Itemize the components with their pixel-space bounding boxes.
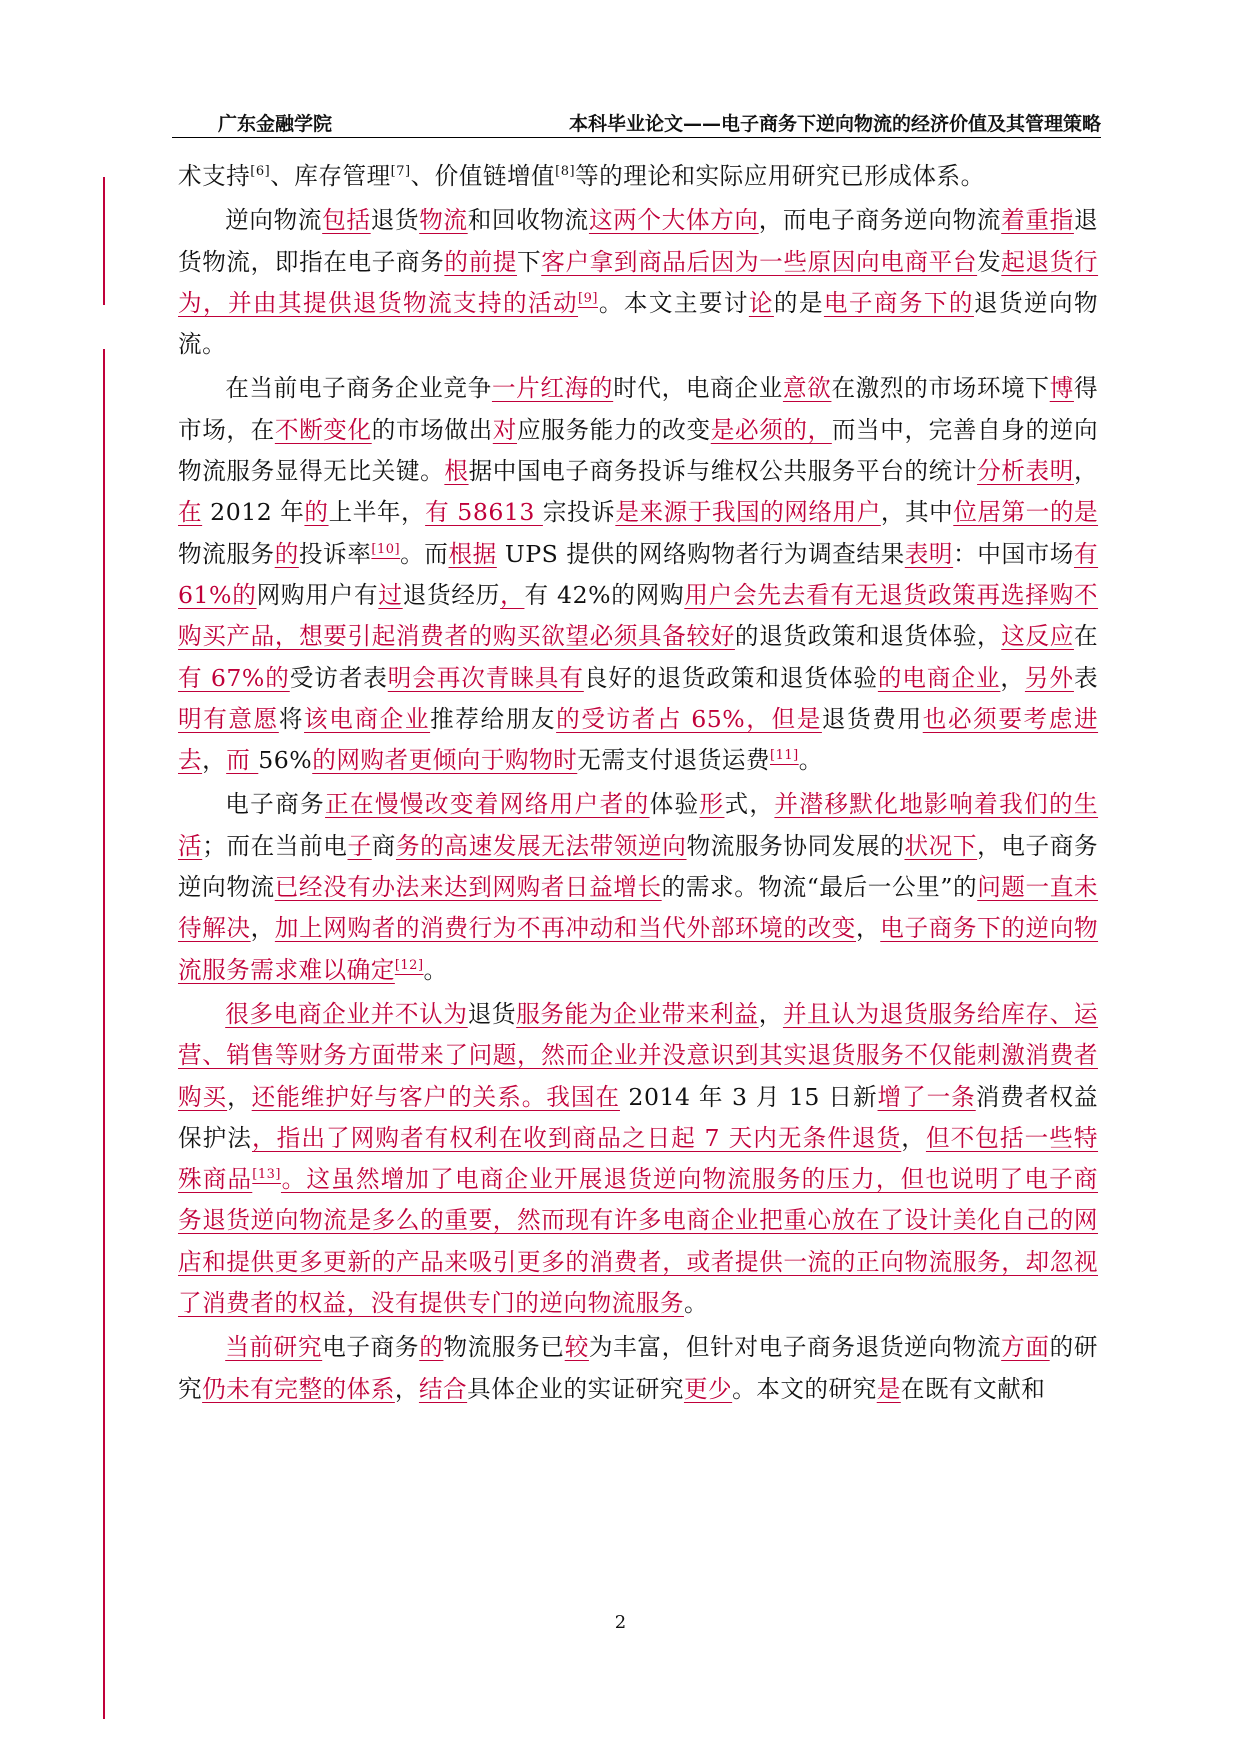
revised-text: 位居第一的是 <box>953 498 1099 527</box>
revised-text: 并且认为退货服务给库存、运营、销售等财务方面带来了问题，然而企业并没意识到其实退货服务不仅能刺激消费者购买 <box>178 999 1099 1111</box>
revised-text: 已经没有办法来达到网购者日益增长 <box>274 873 662 902</box>
text-run: 电子商务 <box>225 790 326 819</box>
paragraph <box>178 156 1098 197</box>
thesis-title: 本科毕业论文——电子商务下逆向物流的经济价值及其管理策略 <box>568 113 1101 135</box>
revised-text: 形 <box>699 790 725 819</box>
text-run: ， <box>202 746 227 775</box>
revised-text: 着重指 <box>1001 206 1074 235</box>
text-run: 在既有文献和 <box>900 1374 1046 1403</box>
text-run: 、库存管理 <box>270 162 391 190</box>
text-run: 具体企业的实证研究 <box>467 1374 684 1403</box>
text-run: 受访者表 <box>289 663 388 692</box>
citation: [13] <box>252 1167 281 1183</box>
revised-text: 正在慢慢改变着网络用户者的 <box>325 790 650 819</box>
citation: [12] <box>394 957 424 973</box>
revised-text: 表明 <box>904 539 954 568</box>
text-run: 退货逆向物流。 <box>178 288 1099 359</box>
revised-text: 分析表明 <box>977 457 1074 486</box>
text-run: ， <box>856 914 881 943</box>
text-run: ，其中 <box>880 498 954 527</box>
revised-text: 是必须的， <box>710 415 832 444</box>
revised-text: 加上网购者的消费行为不再冲动和当代外部环境的改变 <box>274 914 857 943</box>
revised-text: 该电商企业 <box>304 704 431 733</box>
revised-text: 子 <box>347 831 372 860</box>
revised-text: 较 <box>564 1333 589 1362</box>
revised-text: 根 <box>444 457 469 486</box>
revised-text: 服务能为企业带来利益 <box>516 999 759 1028</box>
revised-text: 这反应 <box>1001 622 1074 651</box>
revised-text: 包括 <box>322 206 371 235</box>
text-run: UPS 提供的网络购物者行为调查结果 <box>496 539 905 568</box>
text-run: 在 <box>1073 622 1099 651</box>
text-run: 术支持 <box>178 162 251 190</box>
text-run: 投诉率 <box>298 539 372 568</box>
revised-text: 明会再次青睐具有 <box>387 663 584 692</box>
revised-text: 有 61%的 <box>178 539 1099 609</box>
text-run: 的研究 <box>178 1333 1099 1403</box>
revised-text: 很多电商企业并不认为 <box>225 999 468 1028</box>
text-run: 体验 <box>649 790 700 819</box>
text-run: 发 <box>977 247 1002 276</box>
text-run: 2014 年 3 月 15 日新 <box>619 1082 878 1111</box>
text-run: 。 <box>798 746 823 775</box>
text-run: 。 <box>683 1289 709 1318</box>
revised-text: 的网购者更倾向于购物时 <box>312 746 578 775</box>
paragraph <box>178 368 1098 781</box>
text-run: ， <box>1073 457 1099 486</box>
revised-text: 方面 <box>1001 1333 1050 1362</box>
revised-text: 并潜移默化地影响着我们的生活 <box>178 790 1099 860</box>
revised-text: 一片红海的 <box>491 374 614 403</box>
revised-text: 明有意愿 <box>178 704 279 733</box>
text-run: 式， <box>724 790 775 819</box>
text-run: 表 <box>1073 663 1099 692</box>
text-run: 物流服务已 <box>443 1333 565 1362</box>
revised-text: 根据 <box>448 539 497 568</box>
text-run: 。本文主要讨 <box>597 288 749 317</box>
citation: [10] <box>371 541 401 557</box>
text-run: 电子商务 <box>322 1333 420 1362</box>
revised-text: 不断变化 <box>274 415 372 444</box>
text-run: 的退货政策和退货体验， <box>734 622 1002 651</box>
revised-text: 。这虽然增加了电商企业开展退货逆向物流服务的压力，但也说明了电子商务退货逆向物流是多么的重要，然而现有许多电商企业把重心放在了设计美化自己的网店和提供更多更新的产品来吸引更多的消费者，或者提供一流的正向物流服务， <box>178 1165 1099 1276</box>
citation: [8] <box>555 164 576 179</box>
text-run: 退货 <box>370 206 420 235</box>
revised-text: 是来源于我国的网络用户 <box>615 498 881 527</box>
paragraph <box>178 784 1098 990</box>
text-run: ；而在当前电 <box>202 831 348 860</box>
revision-bar <box>103 177 105 305</box>
text-run: 。而 <box>400 539 449 568</box>
revised-text: 物流 <box>419 206 468 235</box>
revised-text: 状况下 <box>904 831 978 860</box>
text-run: 。本文的研究 <box>732 1374 877 1403</box>
text-run: ，而电子商务逆向物流 <box>758 206 1002 235</box>
paragraph <box>178 1327 1098 1410</box>
text-run: 宗投诉 <box>542 498 616 527</box>
text-run: 退货费用 <box>821 704 923 733</box>
revised-text: 的 <box>419 1333 444 1362</box>
revised-text: 增了一条 <box>877 1082 976 1111</box>
revision-bar <box>103 349 105 1719</box>
text-run: 退货物流，即指在电子商务 <box>178 206 1099 276</box>
revised-text: 用户会先去看有无退货政策再选择购不购买产品，想要引起消费者的购买欲望必须具备较好 <box>178 580 1099 651</box>
text-run: 退货 <box>467 999 517 1028</box>
text-run: 网购用户有 <box>256 580 379 609</box>
citation: [11] <box>770 748 799 764</box>
revised-text: 也必须要考虑进去 <box>178 704 1099 775</box>
revised-text: 有 58613 <box>425 498 543 527</box>
revised-text: 客户拿到商品后因为一些原因向电商平台 <box>541 247 978 276</box>
text-run: 商 <box>371 831 396 860</box>
text-run: 、价值链增值 <box>410 162 556 190</box>
page-number: 2 <box>614 1612 627 1633</box>
document-body <box>178 156 1098 1410</box>
text-run: ， <box>227 1082 252 1111</box>
text-run: 物流服务协同发展的 <box>686 831 905 860</box>
revised-text: 务的高速发展无法带领逆向 <box>395 831 687 860</box>
revised-text: 电子商务下的逆向物流服务需求难以确定 <box>178 914 1099 984</box>
revised-text: 论 <box>748 288 774 317</box>
text-run: 退货经历 <box>402 580 501 609</box>
text-run: 得市场，在 <box>178 374 1099 444</box>
revised-text: 这两个大体方向 <box>588 206 759 235</box>
revised-text: 意欲 <box>782 374 832 403</box>
text-run: 而当中，完善自身的逆向物流服务显得无比关键。 <box>178 415 1099 486</box>
revised-text: 问题一直未待解决 <box>178 873 1099 943</box>
text-run: 的是 <box>773 288 824 317</box>
text-run: 消费者权益保护法 <box>178 1082 1099 1152</box>
text-run: 良好的退货政策和退货体验 <box>583 663 878 692</box>
text-run: 物流服务 <box>178 539 275 568</box>
school-name: 广东金融学院 <box>218 113 333 135</box>
text-run: 将 <box>278 704 305 733</box>
revised-text: 起退货行为，并由其提供退货物流支持的活动 <box>178 247 1099 317</box>
text-run: ：中国市场 <box>953 539 1074 568</box>
text-run: 下 <box>517 247 542 276</box>
revised-text: 更少 <box>683 1374 733 1403</box>
revised-text: 却忽视了消费者的权益，没有提供专门的逆向物流服务 <box>178 1247 1099 1318</box>
text-run: 推荐给朋友 <box>430 704 557 733</box>
revised-text: 的受访者占 65%，但是 <box>556 704 822 733</box>
revised-text: 另外 <box>1024 663 1074 692</box>
revised-text: ， <box>500 580 525 609</box>
text-run: 据中国电子商务投诉与维权公共服务平台的统计 <box>468 457 978 486</box>
text-run: ，电子商务逆向物流 <box>178 831 1099 902</box>
revised-text: 在 <box>178 498 203 527</box>
revised-text: 而 <box>226 746 259 775</box>
text-run: 和回收物流 <box>467 206 589 235</box>
paragraph <box>178 200 1098 365</box>
text-run: 等的理论和实际应用研究已形成体系。 <box>575 162 985 190</box>
revised-text: 结合 <box>418 1374 468 1403</box>
text-run: 有 42%的网购 <box>524 580 685 609</box>
revised-text: 过 <box>378 580 403 609</box>
text-run: 的需求。物流“最后一公里”的 <box>661 873 978 902</box>
revised-text: 但不包括一些特殊商品 <box>178 1123 1099 1194</box>
text-run: 应服务能力的改变 <box>517 415 711 444</box>
revised-text: 是 <box>876 1374 901 1403</box>
revised-text: 的 <box>274 539 299 568</box>
page-header <box>172 103 1101 138</box>
revised-text: 的前提 <box>444 247 518 276</box>
revised-text: 的电商企业 <box>877 663 1001 692</box>
text-run: ， <box>394 1374 419 1403</box>
paragraph <box>178 994 1098 1324</box>
text-run: 无需支付退货运费 <box>577 746 771 775</box>
text-run: 56% <box>258 746 313 775</box>
text-run: ， <box>1000 663 1025 692</box>
text-run: 时代，电商企业 <box>613 374 783 403</box>
revised-text: 电子商务下的 <box>823 288 974 317</box>
text-run: 上半年， <box>328 498 426 527</box>
citation: [6] <box>250 164 271 179</box>
text-run: 2012 年 <box>202 498 305 527</box>
citation: [7] <box>390 164 411 179</box>
revised-text: 博 <box>1049 374 1074 403</box>
text-run: ， <box>901 1123 926 1152</box>
text-run: 为丰富，但针对电子商务退货逆向物流 <box>588 1333 1002 1362</box>
text-run: 在当前电子商务企业竞争 <box>225 374 492 403</box>
text-run: 的市场做出 <box>371 415 493 444</box>
text-run: ， <box>758 999 783 1028</box>
revised-text: 对 <box>492 415 518 444</box>
revised-text: 当前研究 <box>225 1333 323 1362</box>
revised-text: ，指出了网购者有权利在收到商品之日起 7 天内无条件退货 <box>252 1123 902 1152</box>
revised-text: 的 <box>304 498 329 527</box>
revised-text: 仍未有完整的体系 <box>202 1374 395 1403</box>
citation: [9] <box>578 290 598 306</box>
text-run: 。 <box>423 955 448 984</box>
text-run: ， <box>250 914 275 943</box>
text-run: 逆向物流 <box>225 206 323 235</box>
revised-text: 有 67%的 <box>178 663 290 692</box>
revised-text: 还能维护好与客户的关系。我国在 <box>251 1082 620 1111</box>
text-run: 在激烈的市场环境下 <box>831 374 1050 403</box>
